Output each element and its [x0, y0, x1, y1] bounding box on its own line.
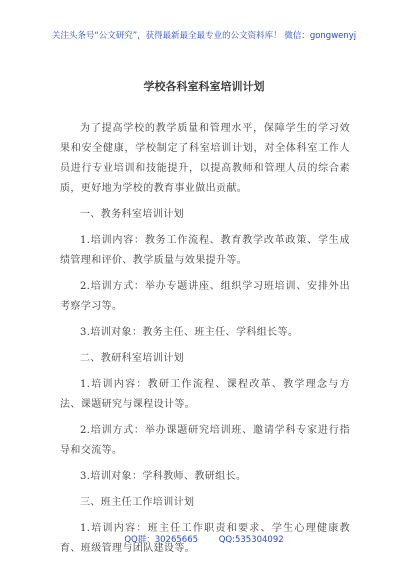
footer-contact — [0, 533, 408, 545]
list-item: 2.培训方式：举办课题研究培训班、邀请学科专家进行指导和交流等。 — [60, 425, 350, 456]
header-promo-note: 关注头条号“公文研究”，获得最新最全最专业的公文资料库！ 微信：gongwenyj — [51, 31, 357, 41]
section-heading-teaching-research: 二、教研科室培训计划 — [80, 353, 184, 364]
document-title: 学校各科室科室培训计划 — [143, 80, 265, 93]
intro-paragraph: 为了提高学校的教学质量和管理水平，保障学生的学习效果和安全健康，学校制定了科室培训计划，对全体科室工作人员进行专业培训和技能提升，以提高教师和管理人员的综合素质，更好地为学校的教育事业做出贡献。 — [60, 123, 350, 194]
list-item: 1.培训内容：教务工作流程、教育教学改革政策、学生成绩管理和评价、教学质量与效果提升等。 — [60, 235, 350, 266]
section-heading-head-teacher: 三、班主任工作培训计划 — [80, 497, 195, 508]
section-heading-academic-affairs: 一、教务科室培训计划 — [80, 209, 184, 220]
list-item: 2.培训方式：举办专题讲座、组织学习班培训、安排外出考察学习等。 — [60, 281, 350, 312]
list-item: 1.培训内容：班主任工作职责和要求、学生心理健康教育、班级管理与团队建设等。 — [60, 523, 350, 554]
list-item: 3.培训对象：教务主任、班主任、学科组长等。 — [80, 327, 299, 338]
document-body — [60, 119, 350, 565]
list-item: 3.培训对象：学科教师、教研组长。 — [80, 471, 247, 482]
qq-group-text: QQ群：30265665 — [124, 535, 199, 545]
qq-text: QQ:535304092 — [218, 535, 284, 545]
list-item: 1.培训内容：教研工作流程、课程改革、教学理念与方法、课题研究与课程设计等。 — [60, 379, 350, 410]
